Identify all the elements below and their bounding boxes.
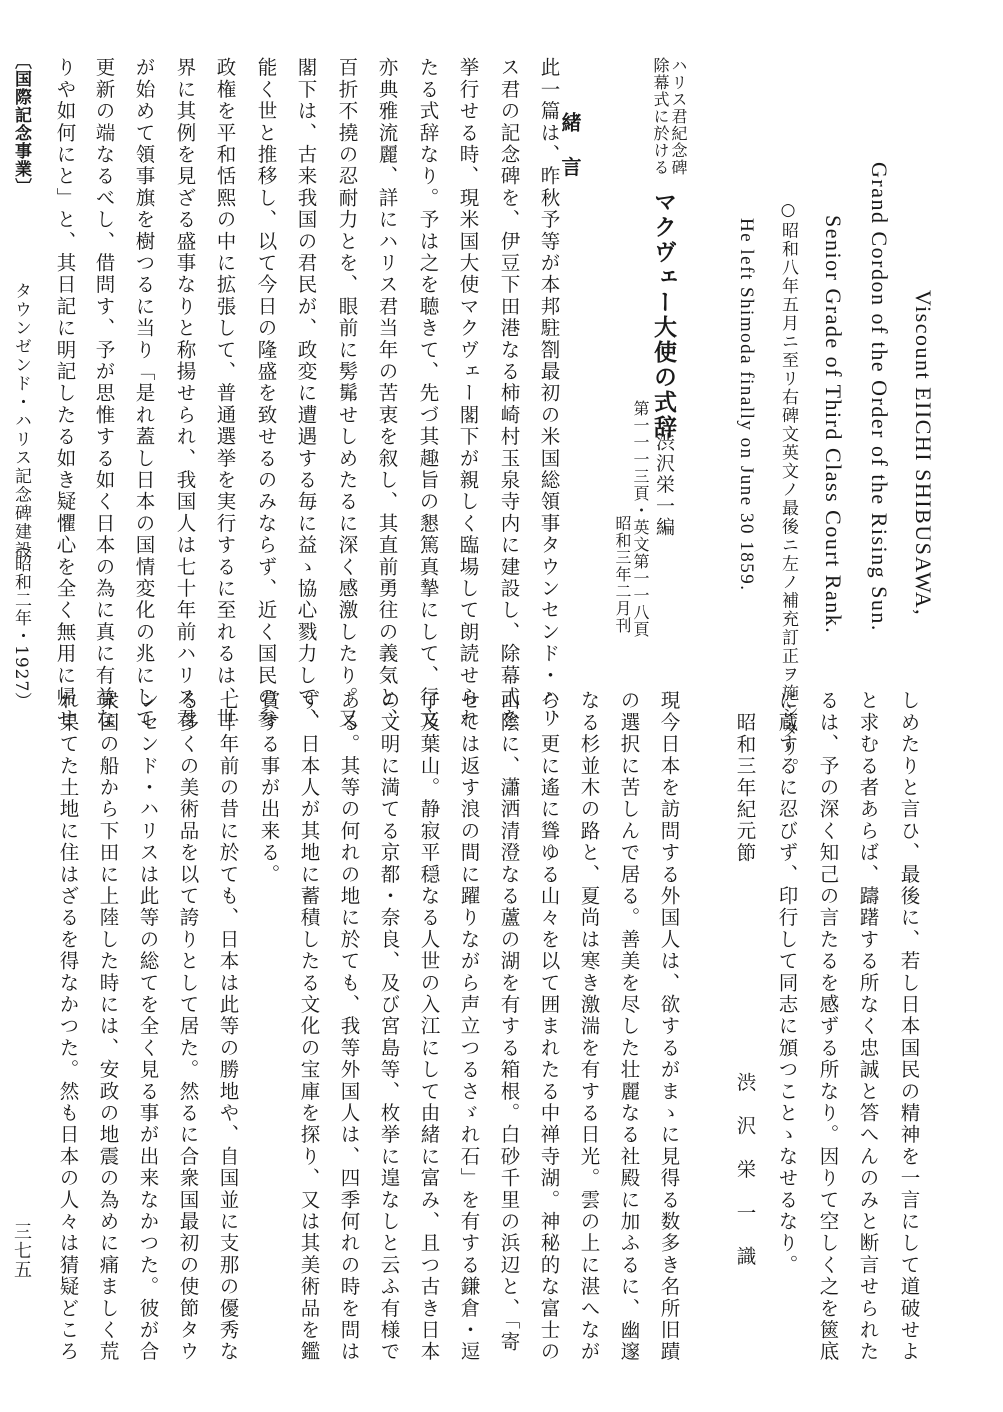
upper-column: 挙行せる時、現米国大使マクヴェー閣下が親しく臨場して朗読せられ bbox=[456, 57, 480, 730]
lower-column: れ果てた土地に住はざるを得なかつた。然も日本の人々は猜疑どころ bbox=[56, 690, 80, 1363]
upper-column: 界に其例を見ざる盛事なりと称揚せられ、我国人は七十年前ハリス君 bbox=[173, 57, 197, 730]
lower-column: るは、予の深く知己の言たるを感ずる所なり。因りて空しく之を篋底 bbox=[816, 690, 840, 1363]
upper-column: 百折不撓の忍耐力とを、眼前に髣髴せしめたるに深く感激したり。又 bbox=[335, 57, 359, 730]
publication-date: 昭和三年二月刊 bbox=[613, 515, 632, 634]
lower-column: 現今日本を訪問する外国人は、欲するがまゝに見得る数多き名所旧蹟 bbox=[657, 690, 681, 1363]
lower-column: に蔵するに忍びず、印行して同志に頒つことゝなせるなり。 bbox=[775, 690, 799, 1276]
upper-column: が始めて領事旗を樹つるに当り「是れ蓋し日本の国情変化の兆にして bbox=[132, 57, 156, 730]
english-title-line-2: Grand Cordon of the Order of the Rising Sun. bbox=[867, 162, 892, 632]
lower-column: しめたりと言ひ、最後に、若し日本国民の精神を一言にして道破せよ bbox=[897, 690, 921, 1363]
upper-column: りや如何にと」と、其日記に明記したる如き疑懼心を全く無用に帰せ bbox=[53, 57, 77, 730]
upper-column: 政権を平和恬熙の中に拡張して、普通選挙を実行するに至れるは、世 bbox=[213, 57, 237, 730]
dateline-date: 昭和三年紀元節 bbox=[733, 712, 757, 864]
title-large: マクヴェー大使の式辞 bbox=[650, 190, 677, 440]
footer-topic: タウンゼンド・ハリス記念碑建設 bbox=[11, 282, 31, 560]
lower-column: 賞する事が出来る。 bbox=[257, 690, 281, 886]
lower-column: ら、更に遙に聳ゆる山々を以て囲まれたる中禅寺湖。神秘的な富士の bbox=[537, 690, 561, 1363]
section-heading: 緒 言 bbox=[558, 112, 582, 179]
upper-column: 亦典雅流麗、詳にハリス君当年の苦衷を叙し、其直前勇往の義気と、 bbox=[375, 57, 399, 730]
dateline-signature: 渋 沢 栄 一 識 bbox=[733, 1072, 757, 1268]
english-title-line-1: Viscount EIICHI SHIBUSAWA, bbox=[911, 290, 936, 617]
page-reference: 第一一一三頁・英文第一一八頁 bbox=[631, 400, 650, 638]
upper-column: 閣下は、古来我国の君民が、政変に遭遇する毎に益ゝ協心戮力して、 bbox=[294, 57, 318, 730]
author: 渋沢栄一編 bbox=[653, 432, 675, 538]
lower-column: せては返す浪の間に躍りながら声立つるさゞれ石」を有する鎌倉・逗 bbox=[457, 690, 481, 1363]
lower-column: の文明に満てる京都・奈良、及び宮島等、枚挙に遑なしと云ふ有様で bbox=[377, 690, 401, 1363]
upper-column: たる式辞なり。予は之を聴きて、先づ其趣旨の懇篤真摯にして、行文 bbox=[416, 57, 440, 730]
note-line: ○昭和八年五月ニ至リ右碑文英文ノ最後ニ左ノ補充訂正ヲ施シタリ。 bbox=[778, 200, 798, 777]
lower-column: ンセンド・ハリスは此等の総てを全く見る事が出来なかつた。彼が合 bbox=[136, 690, 160, 1363]
title-small-line-2: 除幕式に於ける bbox=[651, 57, 670, 176]
lower-column: なる杉並木の路と、夏尚は寒き激湍を有する日光。雲の上に湛へなが bbox=[577, 690, 601, 1363]
lower-column: ず、日本人が其地に蓄積したる文化の宝庫を探り、又は其美術品を鑑 bbox=[297, 690, 321, 1363]
footer-year: （昭和二年・1927） bbox=[11, 537, 31, 711]
upper-column: ス君の記念碑を、伊豆下田港なる柿崎村玉泉寺内に建設し、除幕式を bbox=[497, 57, 521, 730]
lower-column: 子及葉山。静寂平穏なる人世の入江にして由緒に富み、且つ古き日本 bbox=[417, 690, 441, 1363]
lower-column: 衆国の船から下田に上陸した時には、安政の地震の為めに痛ましく荒 bbox=[96, 690, 120, 1363]
upper-column: 能く世と推移し、以て今日の隆盛を致せるのみならず、近く国民の参 bbox=[254, 57, 278, 730]
page-number: 三七五 bbox=[11, 1222, 32, 1279]
title-small-line-1: ハリス君紀念碑 bbox=[669, 57, 688, 176]
upper-column: 此一篇は、昨秋予等が本邦駐劄最初の米国総領事タウンセンド・ハリ bbox=[537, 57, 561, 730]
footer-category: 〔国際記念事業〕 bbox=[11, 52, 31, 196]
upper-column: 更新の端なるべし、借問す、予が思惟する如く日本の為に真に有益な bbox=[92, 57, 116, 730]
lower-column: と求むる者あらば、躊躇する所なく忠誠と答へんのみと断言せられた bbox=[856, 690, 880, 1363]
lower-column: る多くの美術品を以て誇りとして居た。然るに合衆国最初の使節タウ bbox=[176, 690, 200, 1363]
lower-column: の選択に苦しんで居る。善美を尽した壮麗なる社殿に加ふるに、幽邃 bbox=[617, 690, 641, 1363]
lower-column: 七十年前の昔に於ても、日本は此等の勝地や、自国並に支那の優秀な bbox=[216, 690, 240, 1363]
english-title-line-3: Senior Grade of Third Class Court Rank. bbox=[821, 215, 846, 635]
english-note-line: He left Shimoda finally on June 30 1859. bbox=[736, 218, 757, 592]
lower-column: 山陰に、瀟洒清澄なる蘆の湖を有する箱根。白砂千里の浜辺と、「寄 bbox=[497, 690, 521, 1353]
lower-column: ある。其等の何れの地に於ても、我等外国人は、四季何れの時を問は bbox=[337, 690, 361, 1363]
